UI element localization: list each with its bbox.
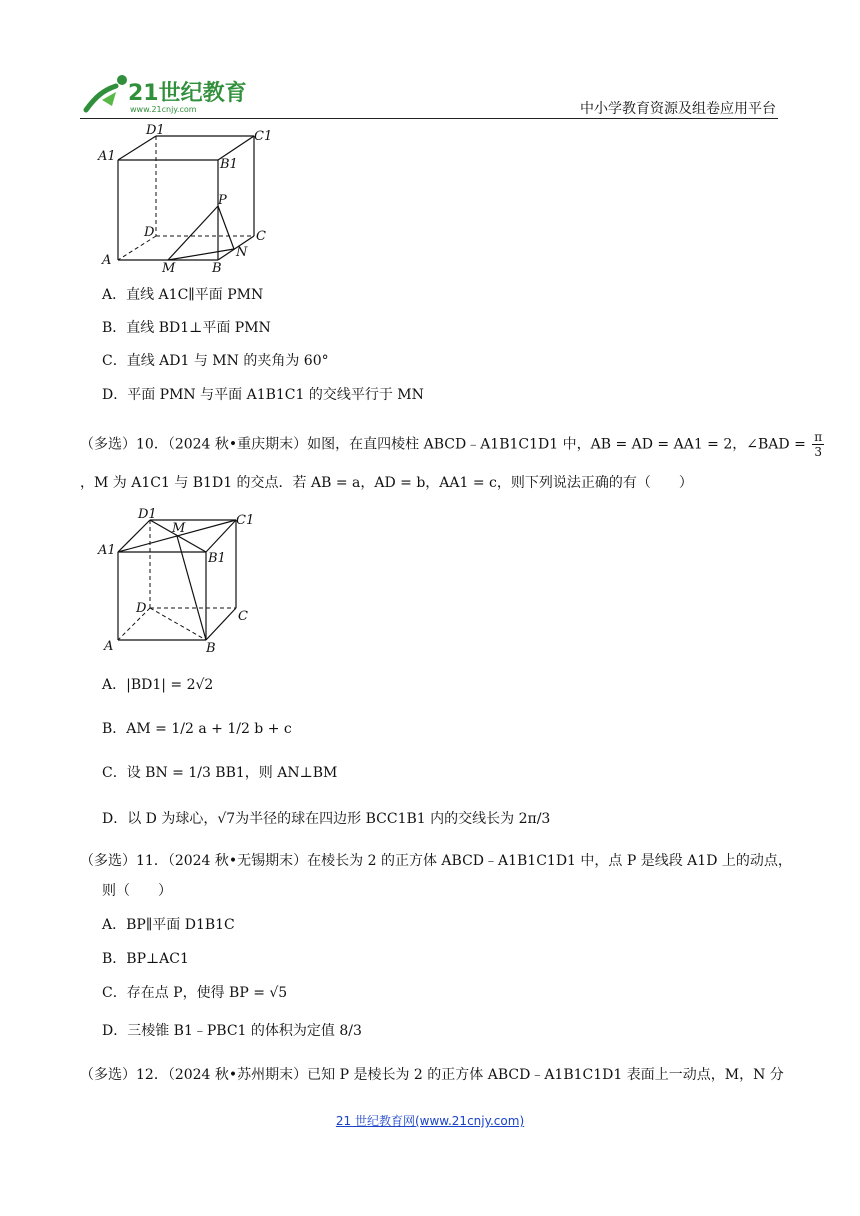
label-B: B [206,641,216,656]
q11-option-d: D．三棱锥 B1﹣PBC1 的体积为定值 8/3 [102,1023,362,1039]
site-logo [82,70,252,116]
q9-option-c: C．直线 AD1 与 MN 的夹角为 60° [102,353,329,369]
q9-option-d: D．平面 PMN 与平面 A1B1C1 的交线平行于 MN [102,387,424,403]
footer [0,1112,860,1129]
label-C1: C1 [254,129,273,144]
label-D1: D1 [138,507,157,522]
q10-option-c: C．设 BN = 1/3 BB1，则 AN⊥BM [102,765,338,781]
logo-text: 21世纪教育 [128,81,247,106]
q10-stem-line1 [80,430,826,459]
logo-url: www.21cnjy.com [130,105,197,114]
label-M: M [172,521,186,536]
q9-option-b: B．直线 BD1⊥平面 PMN [102,320,271,336]
q10-option-d: D．以 D 为球心，√7为半径的球在四边形 BCC1B1 内的交线长为 2π/3 [102,811,551,827]
cube-figure-1 [92,122,282,274]
label-A1: A1 [98,543,116,558]
label-N: N [236,245,248,260]
header-rule [80,118,778,119]
q11-option-c: C．存在点 P，使得 BP = √5 [102,985,288,1001]
q12-stem-line1: （多选）12．（2024 秋•苏州期末）已知 P 是棱长为 2 的正方体 ABCD﹣A1B1C1D1 表面上一动点，M，N 分 [80,1067,784,1083]
q11-option-a: A．BP∥平面 D1B1C [102,917,235,933]
q10-prefix: （多选）10．（2024 秋•重庆期末）如图，在直四棱柱 ABCD﹣A1B1C1D1 中，AB = AD = AA1 = 2，∠BAD = [80,436,806,453]
label-A: A [104,639,114,654]
q10-frac-den: 3 [814,445,823,459]
footer-link[interactable]: 21 世纪教育网(www.21cnjy.com) [335,1114,525,1128]
label-B1: B1 [208,551,226,566]
label-M: M [162,261,176,274]
q10-frac-num: π [814,430,823,444]
label-D1: D1 [146,123,165,138]
label-A: A [102,253,112,268]
label-P: P [218,193,227,208]
label-C: C [238,609,248,624]
q10-option-b: B．AM = 1/2 a + 1/2 b + c [102,721,292,737]
platform-title: 中小学教育资源及组卷应用平台 [580,101,776,117]
cube-figure-2 [92,500,262,656]
q10-stem-line2: ，M 为 A1C1 与 B1D1 的交点．若 AB = a，AD = b，AA1 = c，则下列说法正确的有（ ） [80,475,693,491]
label-B: B [212,261,222,274]
label-D: D [144,225,155,240]
label-C: C [256,229,266,244]
q10-option-a: A．|BD1| = 2√2 [102,677,214,693]
q9-option-a: A．直线 A1C∥平面 PMN [102,287,264,303]
q11-option-b: B．BP⊥AC1 [102,951,189,967]
label-A1: A1 [98,149,116,164]
q10-angle-fraction [812,430,824,459]
q11-stem-line2: 则（ ） [102,883,172,899]
label-C1: C1 [236,513,255,528]
label-B1: B1 [220,157,238,172]
q11-stem-line1: （多选）11．（2024 秋•无锡期末）在棱长为 2 的正方体 ABCD﹣A1B1C1D1 中，点 P 是线段 A1D 上的动点， [80,853,792,869]
label-D: D [136,601,147,616]
